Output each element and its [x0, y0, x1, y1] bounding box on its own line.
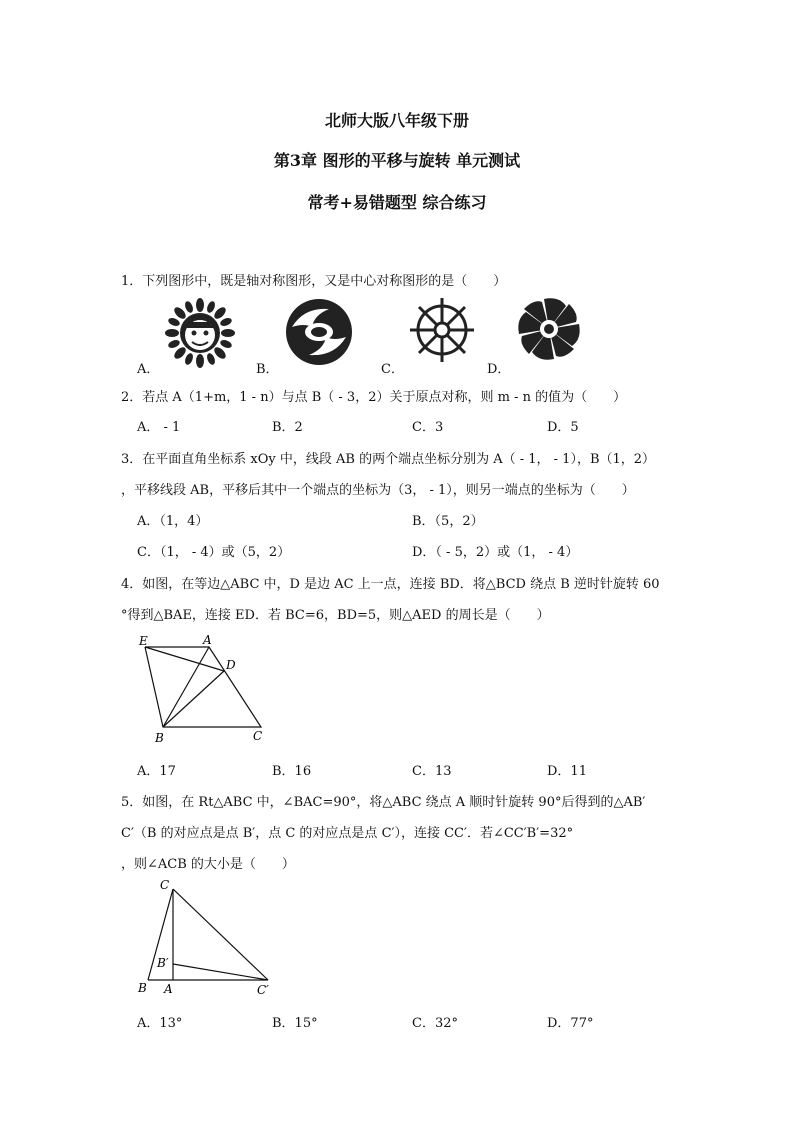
q5-option-c[interactable]: C．32° — [412, 1016, 458, 1031]
question-5-line-2: C′（B 的对应点是点 B′，点 C 的对应点是点 C′），连接 CC′．若∠CC′B′=32° — [121, 826, 574, 841]
q4-option-d[interactable]: D．11 — [547, 764, 587, 779]
q1-option-a-label[interactable]: A． — [137, 362, 160, 377]
q5-label-b: B — [138, 981, 147, 995]
q4-option-b[interactable]: B．16 — [272, 764, 312, 779]
q4-option-c[interactable]: C．13 — [412, 764, 452, 779]
q4-label-b: B — [155, 731, 164, 745]
question-5-line-1: 5．如图，在 Rt△ABC 中，∠BAC=90°，将△ABC 绕点 A 顺时针旋转 90°后得到的△AB′ — [121, 795, 646, 810]
q4-label-d: D — [226, 658, 236, 672]
q1-option-b-swirl-icon — [284, 297, 354, 367]
q4-label-a: A — [203, 633, 212, 647]
question-1-text: 1．下列图形中，既是轴对称图形，又是中心对称图形的是（ ） — [121, 274, 507, 289]
q5-option-d[interactable]: D．77° — [547, 1016, 594, 1031]
question-2-text: 2．若点 A（1+m，1 - n）与点 B（ - 3，2）关于原点对称，则 m - n 的值为（ ） — [121, 390, 627, 405]
q5-label-c: C — [160, 878, 170, 892]
title-line-3: 常考+易错题型 综合练习 — [307, 193, 487, 212]
q5-triangle-figure — [133, 876, 283, 998]
q4-option-a[interactable]: A．17 — [137, 764, 176, 779]
q2-option-d[interactable]: D．5 — [547, 420, 579, 435]
title-line-2: 第3章 图形的平移与旋转 单元测试 — [273, 151, 521, 170]
q3-option-d[interactable]: D．（ - 5，2）或（1， - 4） — [412, 545, 579, 560]
q1-option-c-compass-star-icon — [408, 296, 476, 364]
q2-option-a[interactable]: A． - 1 — [137, 420, 181, 435]
q4-label-e: E — [139, 634, 148, 648]
q5-option-a[interactable]: A．13° — [137, 1016, 183, 1031]
q1-option-d-pinwheel-icon — [514, 294, 584, 364]
q5-label-c-prime: C′ — [257, 983, 269, 997]
q1-option-d-label[interactable]: D． — [487, 362, 511, 377]
q4-label-c: C — [253, 729, 263, 743]
q3-option-b[interactable]: B．（5，2） — [412, 514, 484, 529]
question-4-line-2: °得到△BAE，连接 ED．若 BC=6，BD=5，则△AED 的周长是（ ） — [121, 608, 550, 623]
q3-option-a[interactable]: A．（1，4） — [137, 514, 209, 529]
q2-option-c[interactable]: C．3 — [412, 420, 444, 435]
q5-label-b-prime: B′ — [157, 956, 169, 970]
title-line-1: 北师大版八年级下册 — [324, 111, 469, 130]
question-4-line-1: 4．如图，在等边△ABC 中，D 是边 AC 上一点，连接 BD．将△BCD 绕点 B 逆时针旋转 60 — [121, 577, 660, 592]
question-3-line-1: 3．在平面直角坐标系 xOy 中，线段 AB 的两个端点坐标分别为 A（ - 1， - 1），B（1，2） — [121, 452, 656, 467]
q2-option-b[interactable]: B．2 — [272, 420, 303, 435]
q3-option-c[interactable]: C．（1， - 4）或（5，2） — [137, 545, 291, 560]
question-5-line-3: ，则∠ACB 的大小是（ ） — [121, 857, 295, 872]
q1-option-a-sun-mask-icon — [165, 298, 235, 368]
q5-option-b[interactable]: B．15° — [272, 1016, 318, 1031]
question-3-line-2: ，平移线段 AB，平移后其中一个端点的坐标为（3， - 1），则另一端点的坐标为（ ） — [121, 483, 635, 498]
q5-label-a: A — [164, 982, 173, 996]
q4-triangle-figure — [135, 632, 270, 747]
q1-option-c-label[interactable]: C． — [381, 362, 404, 377]
q1-option-b-label[interactable]: B． — [256, 362, 279, 377]
